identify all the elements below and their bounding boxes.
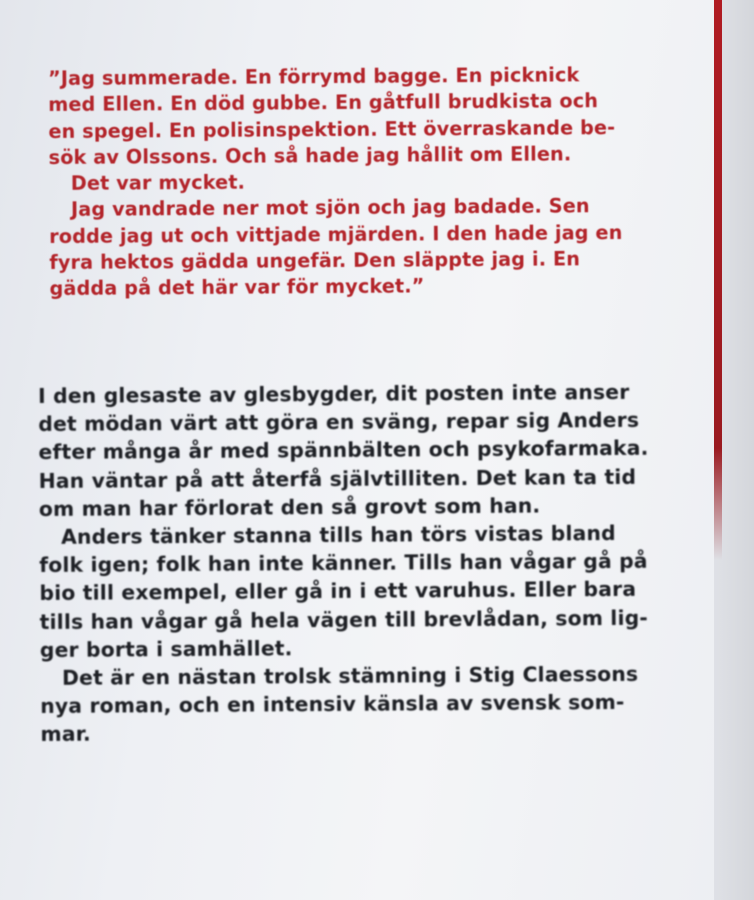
quote-line: sök av Olssons. Och så hade jag hållit om Ellen. bbox=[48, 142, 572, 169]
quote-line: en spegel. En polisinspektion. Ett överraskande be- bbox=[48, 115, 616, 143]
quote-line: Jag vandrade ner mot sjön och jag badade. Sen bbox=[70, 194, 590, 222]
book-spine bbox=[714, 0, 754, 900]
quote-line: gädda på det här var för mycket.” bbox=[49, 274, 425, 301]
quote-line: med Ellen. En död gubbe. En gåtfull brudkista och bbox=[48, 89, 599, 117]
description-line: I den glesaste av glesbygder, dit posten inte anser bbox=[38, 379, 630, 408]
description-line: nya roman, och en intensiv känsla av svensk som- bbox=[40, 690, 625, 719]
description-line: det mödan värt att göra en sväng, repar sig Anders bbox=[38, 408, 640, 437]
description-line: tills han vågar gå hela vägen till brevlådan, som lig- bbox=[39, 605, 649, 634]
description-line: Anders tänker stanna tills han törs vistas bland bbox=[60, 520, 616, 549]
description-line: mar. bbox=[40, 722, 91, 747]
description-line: om man har förlorat den så grovt som han. bbox=[38, 493, 541, 521]
description-line: folk igen; folk han inte känner. Tills han vågar gå på bbox=[39, 548, 648, 578]
book-description bbox=[38, 378, 681, 749]
description-line: ger borta i samhället. bbox=[39, 636, 293, 662]
excerpt-quote bbox=[48, 62, 650, 303]
quote-line: ”Jag summerade. En förrymd bagge. En picknick bbox=[48, 63, 580, 90]
description-line: Det är en nästan trolsk stämning i Stig Claessons bbox=[61, 661, 639, 690]
description-line: efter många år med spännbälten och psykofarmaka. bbox=[38, 436, 649, 465]
quote-line: Det var mycket. bbox=[70, 170, 246, 196]
description-line: bio till exempel, eller gå in i ett varuhus. Eller bara bbox=[39, 577, 637, 606]
description-line: Han väntar på att återfå självtilliten. Det kan ta tid bbox=[38, 464, 637, 493]
quote-line: fyra hektos gädda ungefär. Den släppte jag i. En bbox=[49, 247, 581, 275]
quote-line: rodde jag ut och vittjade mjärden. I den hade jag en bbox=[49, 220, 623, 248]
spine-red-edge bbox=[714, 0, 722, 560]
